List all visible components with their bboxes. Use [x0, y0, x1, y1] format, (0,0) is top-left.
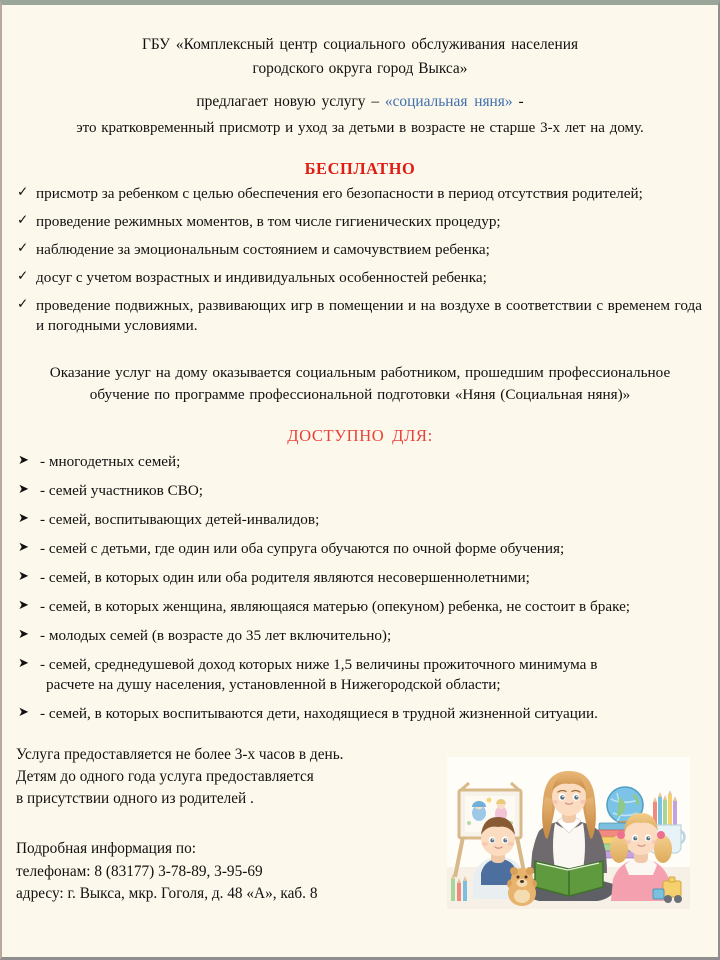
- spacer: [16, 810, 436, 838]
- list-item: [16, 212, 704, 233]
- list-item-text: - семей, воспитывающих детей-инвалидов;: [40, 510, 320, 528]
- offer-service-name: «социальная няня»: [384, 92, 513, 110]
- arrowhead-icon: ➤: [18, 655, 29, 671]
- conditions-line-2: Детям до одного года услуга предоставляется: [16, 768, 314, 786]
- list-item-text: - семей, в которых женщина, являющаяся матерью (опекуном) ребенка, не состоит в браке;: [40, 597, 631, 615]
- list-item-text: - семей, в которых воспитываются дети, находящиеся в трудной жизненной ситуации.: [40, 705, 598, 723]
- arrowhead-icon: ➤: [18, 597, 29, 613]
- list-item: [16, 597, 704, 618]
- list-item: [16, 655, 704, 696]
- contacts-address: адресу: г. Выкса, мкр. Гоголя, д. 48 «А», каб. 8: [16, 884, 318, 902]
- arrowhead-icon: ➤: [18, 452, 29, 468]
- list-item: [16, 184, 704, 205]
- list-item: [16, 626, 704, 647]
- list-item-text: проведение режимных моментов, в том числе гигиенических процедур;: [36, 212, 501, 230]
- list-item-text: - семей участников СВО;: [40, 481, 204, 499]
- list-item: [16, 481, 704, 502]
- list-item: [16, 539, 704, 560]
- list-item: [16, 240, 704, 261]
- offer-line: [16, 81, 704, 111]
- list-item: [16, 568, 704, 589]
- arrowhead-icon: ➤: [18, 705, 29, 721]
- offer-suffix: -: [518, 92, 524, 110]
- list-item-text: - семей, среднедушевой доход которых ниже 1,5 величины прожиточного минимума в: [40, 655, 598, 673]
- teddy-bear-icon: [507, 867, 537, 906]
- check-icon: ✓: [17, 211, 29, 228]
- arrowhead-icon: ➤: [18, 626, 29, 642]
- pencils-icon: [451, 874, 467, 901]
- provider-note-line-2: обучение по программе профессиональной подготовки «Няня (Социальная няня)»: [89, 385, 631, 403]
- list-item: [16, 510, 704, 531]
- contacts-intro: Подробная информация по:: [16, 840, 196, 858]
- list-item: [16, 268, 704, 289]
- conditions-line-3: в присутствии одного из родителей .: [16, 790, 254, 808]
- list-item-text: досуг с учетом возрастных и индивидуальных особенностей ребенка;: [36, 268, 487, 286]
- conditions-line-1: Услуга предоставляется не более 3-х часов в день.: [16, 745, 344, 763]
- list-item-text: - семей с детьми, где один или оба супруга обучаются по очной форме обучения;: [40, 539, 565, 557]
- list-item-text: - семей, в которых один или оба родителя являются несовершеннолетними;: [40, 568, 530, 586]
- arrowhead-icon: ➤: [18, 539, 29, 555]
- arrowhead-icon: ➤: [18, 568, 29, 584]
- provider-note-line-1: Оказание услуг на дому оказывается социальным работником, прошедшим профессиональное: [49, 364, 671, 382]
- check-icon: ✓: [17, 183, 29, 200]
- list-item-text: - молодых семей (в возрасте до 35 лет включительно);: [40, 626, 392, 644]
- list-item: [16, 296, 704, 337]
- list-item-text: - многодетных семей;: [40, 452, 181, 470]
- available-section-heading: ДОСТУПНО ДЛЯ:: [287, 425, 433, 445]
- list-item-text-continued: расчете на душу населения, установленной в Нижегородской области;: [46, 676, 501, 694]
- list-item-text: проведение подвижных, развивающих игр в помещении и на воздухе в соответствии с временем года и погодными условиями.: [36, 296, 702, 335]
- contacts-phones: телефонам: 8 (83177) 3-78-89, 3-95-69: [16, 862, 263, 880]
- offer-tagline: это кратковременный присмотр и уход за детьми в возрасте не старше 3-х лет на дому.: [76, 119, 644, 136]
- arrowhead-icon: ➤: [18, 481, 29, 497]
- free-services-list: [16, 184, 704, 337]
- free-section-heading: БЕСПЛАТНО: [304, 158, 416, 178]
- eligibility-list: [16, 452, 704, 725]
- list-item: [16, 704, 704, 725]
- footer-text-block: [16, 744, 436, 905]
- check-icon: ✓: [17, 267, 29, 284]
- header-block: [16, 15, 704, 137]
- list-item-text: присмотр за ребенком с целью обеспечения его безопасности в период отсутствия родителей;: [36, 184, 643, 202]
- organization-line-1: ГБУ «Комплексный центр социального обслуживания населения: [141, 36, 579, 53]
- illustration-svg: [447, 757, 690, 909]
- offer-prefix: предлагает новую услугу –: [196, 92, 380, 110]
- list-item-text: наблюдение за эмоциональным состоянием и самочувствием ребенка;: [36, 240, 490, 258]
- check-icon: ✓: [17, 295, 29, 312]
- organization-line-2: городского округа город Выкса»: [252, 59, 468, 77]
- list-item: [16, 452, 704, 473]
- nanny-reading-to-children-illustration: [447, 757, 690, 909]
- arrowhead-icon: ➤: [18, 510, 29, 526]
- check-icon: ✓: [17, 239, 29, 256]
- provider-note: [16, 344, 704, 405]
